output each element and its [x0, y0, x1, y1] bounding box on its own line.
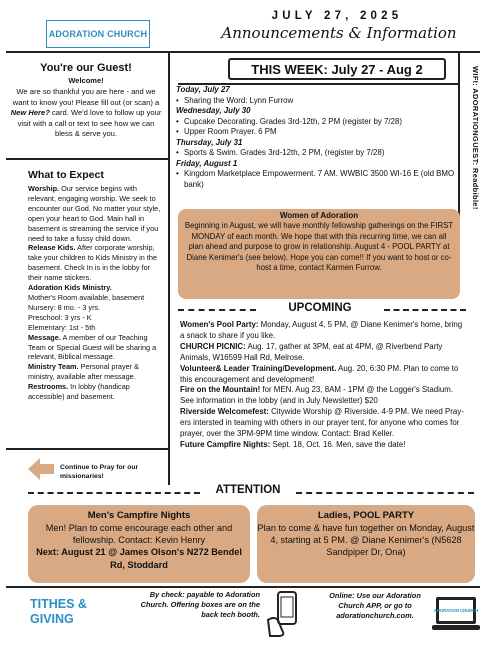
pray-note: Continue to Pray for our missionaries!	[60, 464, 139, 480]
upcoming-event	[180, 320, 464, 342]
expect-list	[28, 184, 166, 402]
schedule-day: Friday, August 1	[176, 158, 238, 168]
event-text: Sept. 18, Oct. 16. Men, save the date!	[270, 439, 406, 449]
event-label: CHURCH PICNIC:	[180, 341, 246, 351]
mens-campfire-title: Men's Campfire Nights	[87, 510, 191, 521]
event-text: Citywide Worship @ Riverside. 4-9 PM. We need Pray-ers intersted in teaming with others in our prayer tent, for anyone who comes for prayer, over the 3PM-9PM time window. Contact: Brad Keller.	[180, 407, 464, 439]
schedule	[176, 85, 462, 190]
upcoming-dash-right	[384, 309, 466, 311]
upcoming-event	[180, 364, 464, 386]
guest-divider	[6, 158, 168, 160]
laptop-icon	[430, 593, 482, 637]
ladies-pool-title: Ladies, POOL PARTY	[317, 510, 415, 521]
expect-item	[28, 333, 166, 363]
new-here-emphasis: New Here?	[10, 108, 50, 118]
women-title: Women of Adoration	[279, 211, 359, 220]
expect-item-text: Preschool: 3 yrs - K	[28, 312, 92, 322]
event-text: Aug. 20, 6:30 PM. Plan to come to this encouragement and development!	[180, 363, 459, 384]
event-text: for MEN. Aug 23, 8AM - 1PM @ the Logger's Stadium. See information in the lobby (and in July Newsletter) $20	[180, 385, 454, 406]
event-text: Aug. 17, gather at 3PM, eat at 4PM, @ Riverbend Party Animals, W16599 Hall Rd, Melrose.	[180, 341, 443, 362]
expect-item-label: Adoration Kids Ministry.	[28, 283, 112, 293]
expect-item-text: A member of our Teaching Team or Special Guest will be sharing a relevant, Biblical message.	[28, 332, 157, 362]
schedule-day: Thursday, July 31	[176, 137, 243, 147]
expect-item-text: Nursery: 8 mo. - 3 yrs.	[28, 302, 101, 312]
expect-item-text: Personal prayer & ministry, available after message.	[28, 362, 139, 382]
ladies-pool-box	[257, 505, 475, 583]
footer-divider	[6, 586, 480, 588]
upcoming-event	[180, 342, 464, 364]
guest-title: You're our Guest!	[40, 62, 132, 74]
event-label: Fire on the Mountain!	[180, 385, 261, 395]
expect-item	[28, 313, 166, 323]
giving-label: GIVING	[30, 612, 74, 626]
wifi-info	[462, 66, 482, 246]
upcoming-event	[180, 407, 464, 440]
church-logo	[46, 20, 150, 48]
phone-hand-icon	[264, 590, 308, 638]
attention-dash-right	[296, 492, 474, 494]
guest-body-text: We are so thankful you are here - and we want to know you! Please fill out (or scan) a New Here? card. We'd love to follow up your visit with a call or text to see how we can bless & serve you.	[10, 87, 162, 139]
schedule-item: • Upper Room Prayer. 6 PM	[176, 127, 462, 138]
mens-campfire-body: Men! Plan to come encourage each other and fellowship. Contact: Kevin Henry	[45, 523, 233, 546]
expect-item	[28, 323, 166, 333]
expect-item	[28, 283, 166, 293]
left-arrow-icon	[28, 456, 54, 482]
bulletin-date: JULY 27, 2025	[271, 10, 403, 22]
expect-item-text: After corporate worship, take your children to Kids Ministry in the basement. Check In is in the lobby for their name stickers.	[28, 243, 157, 283]
event-label: Riverside Welcomefest:	[180, 407, 269, 417]
mens-campfire-next: Next: August 21 @ James Olson's N272 Bendel Rd, Stoddard	[36, 547, 242, 570]
event-label: Future Campfire Nights:	[180, 439, 271, 449]
women-of-adoration-box	[178, 209, 460, 299]
expect-item-label: Message.	[28, 332, 61, 342]
logo-text: ADORATION CHURCH	[48, 29, 148, 39]
expect-item	[28, 293, 166, 303]
schedule-item: • Sharing the Word: Lynn Furrow	[176, 96, 462, 107]
expect-item-text: In lobby (handicap accessible) and basement.	[28, 382, 130, 402]
expect-item-label: Release Kids.	[28, 243, 76, 253]
this-week-title: THIS WEEK: July 27 - Aug 2	[228, 58, 446, 80]
expect-item	[28, 184, 166, 243]
attention-dash-left	[28, 492, 200, 494]
expect-item-label: Ministry Team.	[28, 362, 79, 372]
online-info: Online: Use our Adoration Church APP, or go to adorationchurch.com.	[329, 591, 421, 621]
tithes-label: TITHES &	[30, 597, 87, 611]
schedule-day: Today, July 27	[176, 85, 230, 94]
column-divider	[168, 53, 170, 485]
schedule-day: Wednesday, July 30	[176, 106, 251, 115]
expect-item	[28, 382, 166, 402]
upcoming-title: UPCOMING	[288, 302, 352, 314]
guest-body	[10, 87, 162, 140]
upcoming-events	[180, 320, 464, 451]
tithes-giving-label	[30, 597, 87, 627]
expect-title: What to Expect	[28, 169, 104, 181]
wifi-text: WIFI: ADORATIONGUEST: Readbible!	[471, 66, 480, 210]
expect-item	[28, 362, 166, 382]
event-label: Women's Pool Party:	[180, 320, 259, 329]
expect-item-label: Worship.	[28, 184, 60, 193]
header-divider	[6, 51, 480, 53]
expect-item	[28, 243, 166, 283]
expect-item-text: Elementary: 1st - 5th	[28, 322, 96, 332]
event-text: Monday, August 4, 5 PM, @ Diane Kenimer's home, bring a snack to share if you like.	[180, 320, 463, 340]
upcoming-event	[180, 385, 464, 407]
guest-welcome: Welcome!	[68, 76, 104, 85]
check-info: By check: payable to Adoration Church. Offering boxes are on the back tech booth.	[140, 590, 260, 620]
expect-item-text: Mother's Room available, basement	[28, 292, 145, 302]
mens-campfire-box	[28, 505, 250, 583]
laptop-logo-text: ADORATION CHURCH	[433, 608, 479, 613]
expect-divider	[6, 448, 168, 450]
schedule-item: • Kingdom Marketplace Empowerment. 7 AM. WWBIC 3500 WI-16 E (old BMO bank)	[176, 169, 462, 190]
attention-title: ATTENTION	[215, 484, 281, 496]
schedule-item: • Sports & Swim. Grades 3rd-12th, 2 PM, (register by 7/28)	[176, 148, 462, 159]
upcoming-dash-left	[178, 309, 256, 311]
women-body: Beginning in August, we will have monthly fellowship gatherings on the FIRST MONDAY of each month. We hope that with this recurring time, we can all plan ahead and purpose to grow in relationship. August 4 - POOL PARTY at Diane Kenimer's (see below). Hope you can come!! If you want to host or co-host a time, contact Karmen Furrow.	[184, 221, 454, 273]
expect-item	[28, 303, 166, 313]
bulletin-subtitle: Announcements & Information	[221, 24, 457, 42]
schedule-item: • Cupcake Decorating. Grades 3rd-12th, 2 PM (register by 7/28)	[176, 117, 462, 128]
upcoming-event	[180, 440, 464, 451]
ladies-pool-body: Plan to come & have fun together on Monday, August 4, starting at 5 PM. @ Diane Kenimer's (N5628 Sandpiper Dr, Ona)	[257, 523, 475, 558]
expect-item-text: Our service begins with relevant, engaging worship. We seek to encounter our God. No matter your style, open your heart to God. Main hall in basement is streaming the service if you need to take a fussy child down.	[28, 184, 161, 243]
event-label: Volunteer& Leader Training/Development.	[180, 363, 337, 373]
expect-item-label: Restrooms.	[28, 382, 69, 392]
